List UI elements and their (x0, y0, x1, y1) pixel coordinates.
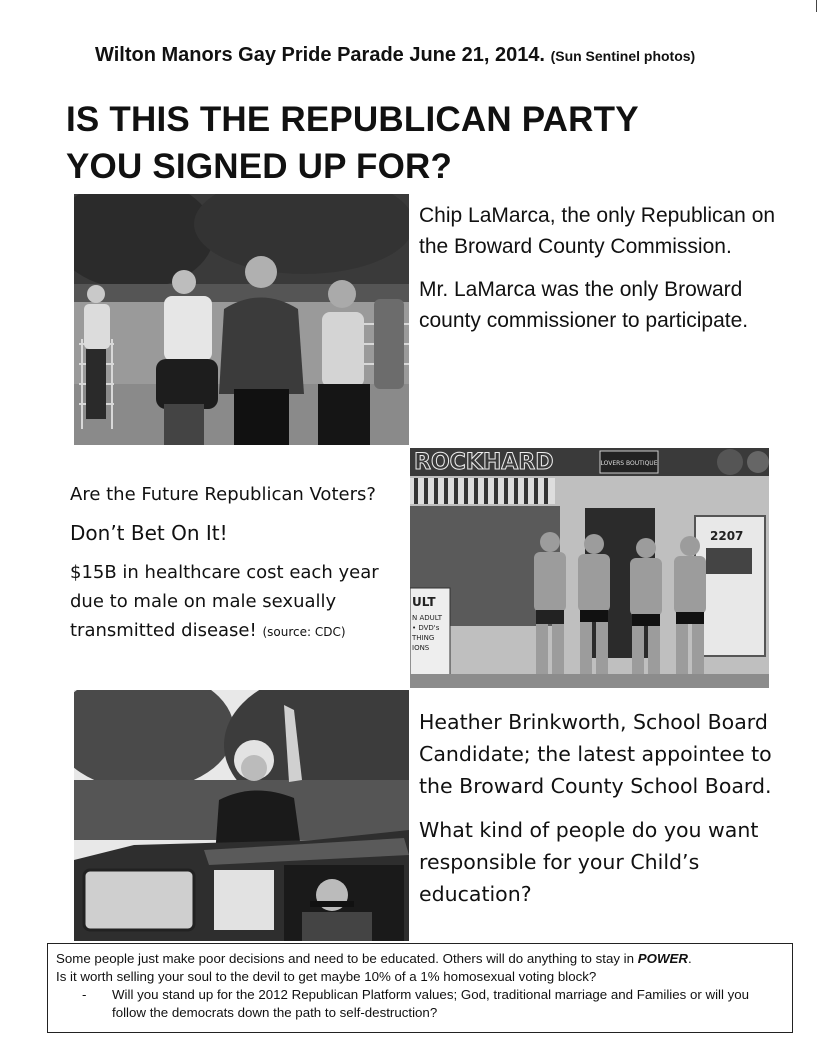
candidate-para-2: What kind of people do you want responsible for your Child’s education? (419, 818, 759, 906)
page-headline (66, 96, 639, 190)
window-sign-5: IONS (412, 644, 430, 652)
scan-edge-mark (816, 0, 817, 12)
bullet-text: Will you stand up for the 2012 Republican Platform values; God, traditional marriage and Families or will you follow the democrats down the path to self-destruction? (112, 987, 750, 1020)
closing-bullet (56, 986, 784, 1022)
window-sign-4: THING (412, 634, 435, 642)
school-board-candidate-photo (74, 690, 409, 941)
window-sign-1: ULT (412, 595, 436, 609)
healthcare-cost-text: $15B in healthcare cost each year due to male on male sexually transmitted disease! (70, 562, 379, 641)
store-sign-text: ROCKHARD (414, 450, 554, 475)
candidate-para-1: Heather Brinkworth, School Board Candidate; the latest appointee to the Broward County School Board. (419, 710, 772, 798)
closing-line-1-end: . (687, 951, 692, 966)
closing-statement-box (47, 943, 793, 1033)
cdc-source-note: (source: CDC) (262, 625, 346, 639)
window-sign-3: • DVD's (412, 624, 440, 632)
photo-source-note: (Sun Sentinel photos) (550, 48, 696, 64)
boutique-sign-text: LOVERS BOUTIQUE (600, 460, 658, 467)
commissioner-para-1: Chip LaMarca, the only Republican on the Broward County Commission. (419, 204, 776, 258)
candidate-caption (419, 706, 799, 922)
event-caption (95, 44, 695, 67)
closing-line-2: Is it worth selling your soul to the devil to get maybe 10% of a 1% homosexual voting block? (56, 969, 597, 984)
address-number: 2207 (710, 529, 744, 543)
closing-line-1 (56, 950, 784, 968)
healthcare-cost-statement (70, 558, 400, 647)
future-voters-question: Are the Future Republican Voters? (70, 484, 376, 505)
parade-photo-commissioner (74, 194, 409, 445)
window-sign-2: N ADULT (412, 614, 442, 622)
power-emphasis: POWER (637, 951, 688, 966)
store-front-photo (410, 448, 769, 688)
headline-line-2: YOU SIGNED UP FOR? (66, 147, 453, 186)
closing-line-1-text: Some people just make poor decisions and need to be educated. Others will do anything to stay in (56, 951, 638, 966)
dont-bet-line: Don’t Bet On It! (70, 521, 228, 545)
bullet-marker: - (82, 987, 87, 1002)
future-voters-text (70, 480, 400, 657)
headline-line-1: IS THIS THE REPUBLICAN PARTY (66, 100, 639, 139)
event-line: Wilton Manors Gay Pride Parade June 21, 2014. (95, 44, 545, 66)
commissioner-caption (419, 200, 809, 348)
commissioner-para-2: Mr. LaMarca was the only Broward county commissioner to participate. (419, 278, 749, 332)
